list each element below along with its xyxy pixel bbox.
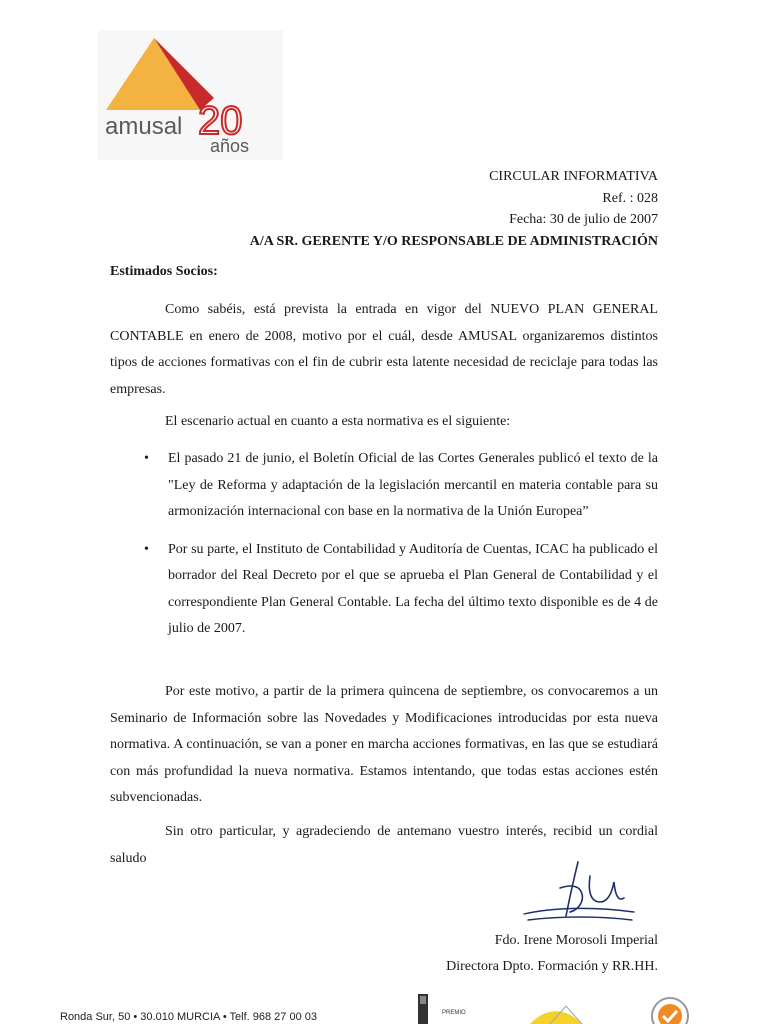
document-date: Fecha: 30 de julio de 2007 (509, 212, 658, 227)
paragraph-intro: Como sabéis, está prevista la entrada en vigor del NUEVO PLAN GENERAL CONTABLE en enero de 2008, motivo por el cuál, desde AMUSAL organizaremos distintos tipos de acciones formativas con el fin de cubrir esta latente necesidad de reciclaje para todas las empresas. (110, 302, 658, 397)
signatory-title: Directora Dpto. Formación y RR.HH. (446, 959, 658, 974)
paragraph-closing: Sin otro particular, y agradeciendo de antemano vuestro interés, recibid un cordial saludo (110, 824, 658, 866)
quality-certification-icon (530, 1006, 582, 1024)
award-trophy-icon (418, 994, 428, 1024)
greeting: Estimados Socios: (110, 264, 218, 279)
circular-header (110, 166, 658, 252)
handwritten-signature (520, 858, 640, 928)
amusal-logo (98, 30, 283, 160)
svg-text:amusal: amusal (105, 113, 183, 140)
bullet-list (110, 446, 658, 643)
reference-number: Ref. : 028 (602, 190, 658, 206)
bullet-text: El pasado 21 de junio, el Boletín Oficial de las Cortes Generales publicó el texto de la "Ley de Reforma y adaptación de la legislación mercantil en materia contable para su armonización internacional con base en la normativa de la Unión Europea” (168, 451, 658, 519)
signature-block (300, 928, 658, 980)
svg-text:años: años (210, 136, 250, 156)
paragraph-seminar: Por este motivo, a partir de la primera quincena de septiembre, os convocaremos a un Seminario de Información sobre las Novedades y Modificaciones introducidas por esta nueva normativa. A continuación, se van a poner en marcha acciones formativas, en las que se estudiará con más profundidad la nueva normativa. Estamos intentando, que todas estas acciones estén subvencionadas. (110, 684, 658, 805)
document-type: CIRCULAR INFORMATIVA (489, 169, 658, 184)
paragraph-scenario: El escenario actual en cuanto a esta normativa es el siguiente: (165, 414, 511, 429)
footer-address: Ronda Sur, 50 • 30.010 MURCIA • Telf. 968 27 00 03 (60, 1011, 317, 1023)
svg-text:20: 20 (198, 99, 243, 143)
list-item (110, 446, 658, 526)
bullet-icon: • (144, 451, 149, 466)
signatory-name: Fdo. Irene Morosoli Imperial (494, 933, 658, 948)
award-label: PREMIO (442, 1010, 466, 1016)
bullet-icon: • (144, 541, 149, 557)
list-item (110, 537, 658, 643)
footer-logos (410, 990, 710, 1024)
bullet-text: Por su parte, el Instituto de Contabilidad y Auditoría de Cuentas, ICAC ha publicado el borrador del Real Decreto por el que se aprueba el Plan General de Contabilidad y el correspondiente Plan General Contable. La fecha del último texto disponible es de 4 de julio de 2007. (168, 541, 658, 636)
certified-checkmark-icon (652, 998, 688, 1024)
addressee-line: A/A SR. GERENTE Y/O RESPONSABLE DE ADMINISTRACIÓN (249, 233, 658, 249)
